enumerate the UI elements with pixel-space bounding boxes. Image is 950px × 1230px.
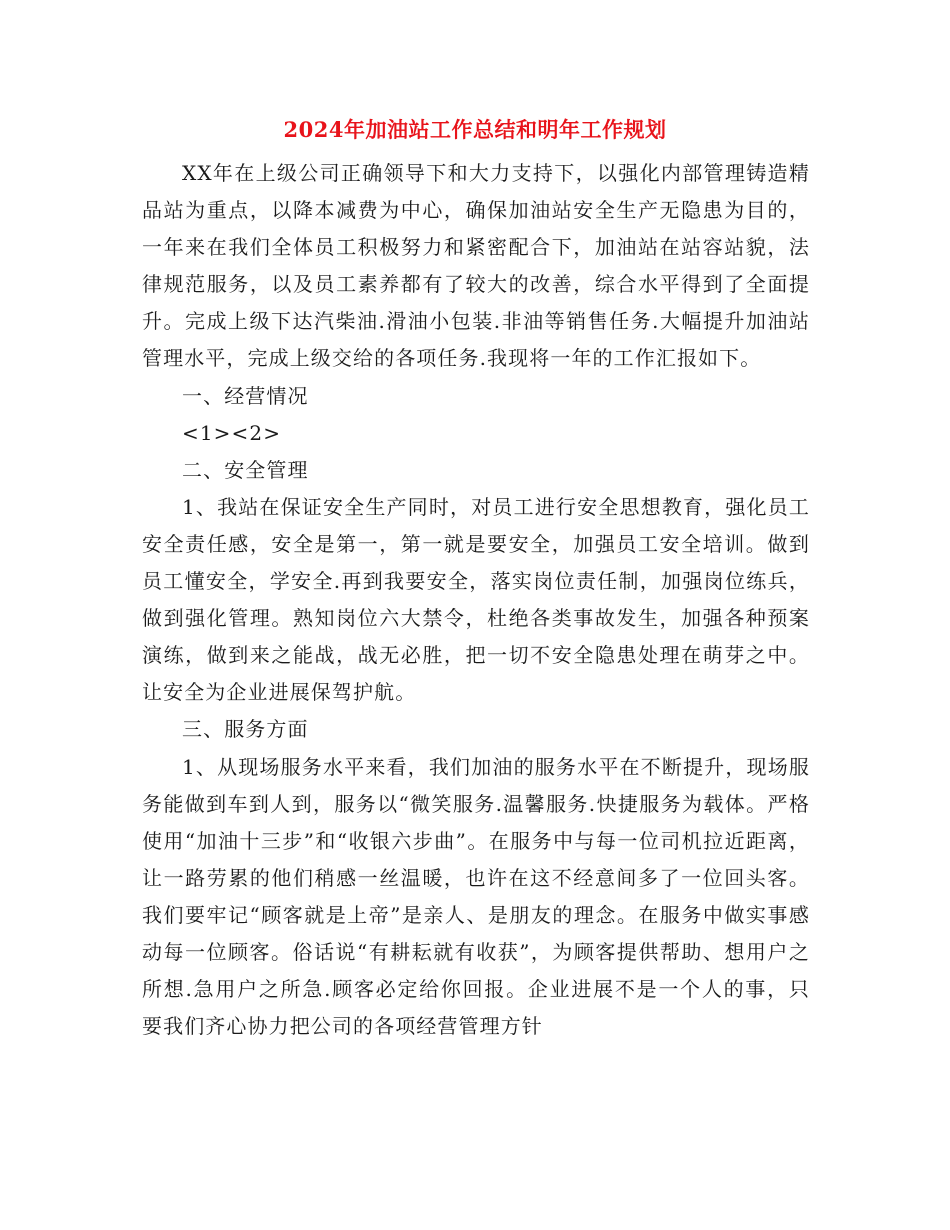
heading-service: 三、服务方面 [182, 717, 309, 742]
paragraph-intro: XX年在上级公司正确领导下和大力支持下，以强化内部管理铸造精品站为重点，以降本减费为中心，确保加油站安全生产无隐患为目的，一年来在我们全体员工积极努力和紧密配合下，加油站在站容站貌，法律规范服务，以及员工素养都有了较大的改善，综合水平得到了全面提升。完成上级下达汽柴油.滑油小包装.非油等销售任务.大幅提升加油站管理水平，完成上级交给的各项任务.我现将一年的工作汇报如下。 [142, 161, 810, 371]
paragraph-safety: 1、我站在保证安全生产同时，对员工进行安全思想教育，强化员工安全责任感，安全是第一，第一就是要安全，加强员工安全培训。做到员工懂安全，学安全.再到我要安全，落实岗位责任制，加强岗位练兵，做到强化管理。熟知岗位六大禁令，杜绝各类事故发生，加强各种预案演练，做到来之能战，战无必胜，把一切不安全隐患处理在萌芽之中。让安全为企业进展保驾护航。 [142, 494, 810, 705]
heading-operations: 一、经营情况 [182, 383, 309, 408]
document-title: 2024年加油站工作总结和明年工作规划 [283, 117, 667, 142]
heading-safety: 二、安全管理 [182, 457, 309, 482]
document-body [142, 155, 810, 1045]
paragraph-service: 1、从现场服务水平来看，我们加油的服务水平在不断提升，现场服务能做到车到人到，服务以“微笑服务.温馨服务.快捷服务为载体。严格使用“加油十三步”和“收银六步曲”。在服务中与每一位司机拉近距离，让一路劳累的他们稍感一丝温暖，也许在这不经意间多了一位回头客。我们要牢记“顾客就是上帝”是亲人、是朋友的理念。在服务中做实事感动每一位顾客。俗话说“有耕耘就有收获”，为顾客提供帮助、想用户之所想.急用户之所急.顾客必定给你回报。企业进展不是一个人的事，只要我们齐心协力把公司的各项经营管理方针 [142, 754, 810, 1039]
paragraph-placeholder: <1><2> [182, 420, 282, 445]
